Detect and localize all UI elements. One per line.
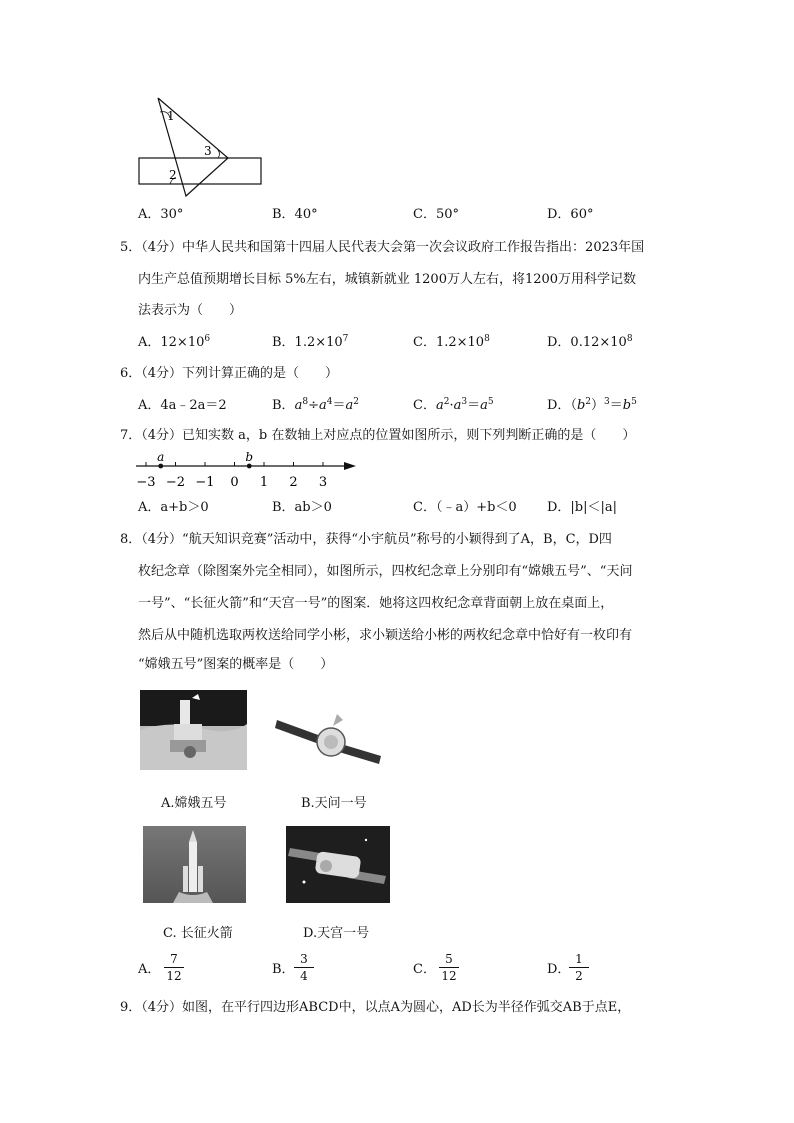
q4-angle-3: 3: [204, 144, 212, 158]
caption-tianwen-1: B.天问一号: [301, 796, 367, 811]
axis-tick-label: 1: [259, 475, 269, 490]
point-b: [247, 464, 252, 469]
q7-number-line: [134, 450, 364, 490]
q6-option-d[interactable]: D．$(b^2)^3=b^5$: [547, 397, 637, 413]
q7-option-d[interactable]: D．|b|＜|a|: [547, 500, 618, 515]
q4-angle-1: 1: [167, 109, 175, 123]
long-march-image: [143, 826, 246, 903]
q5-option-b[interactable]: B．$1.2\times 10^7$: [272, 334, 349, 350]
caption-long-march: C. 长征火箭: [163, 926, 233, 941]
q8-stem-line4: 然后从中随机选取两枚送给同学小彬，求小颖送给小彬的两枚纪念章中恰好有一枚印有: [138, 628, 633, 643]
q9-stem-line1: 9．（4分）如图，在平行四边形ABCD中，以点A为圆心，AD长为半径作弧交AB于点E，: [120, 1000, 631, 1015]
axis-tick-label: −3: [136, 475, 156, 490]
q5-option-c[interactable]: C．$1.2\times 10^8$: [413, 334, 490, 350]
q8-stem-line2: 枚纪念章（除图案外完全相同），如图所示，四枚纪念章上分别印有“嫦娥五号”、“天问: [138, 564, 633, 579]
q7-stem: 7．（4分）已知实数 a，b 在数轴上对应点的位置如图所示，则下列判断正确的是（ ）: [120, 428, 636, 443]
q5-stem-line2: 内生产总值预期增长目标 5%左右，城镇新就业 1200万人左右，将1200万用科学记数: [138, 272, 637, 287]
q7-option-a[interactable]: A．a+b＞0: [138, 500, 209, 515]
q4-rectangle: [139, 158, 261, 184]
chang-e-5-image: [140, 690, 247, 770]
q4-angle-2: 2: [169, 168, 177, 182]
q4-option-b[interactable]: B．40°: [272, 207, 318, 222]
q4-option-c[interactable]: C．50°: [413, 207, 459, 222]
q7-option-b[interactable]: B．ab＞0: [272, 500, 332, 515]
axis-tick-label: 0: [230, 475, 239, 490]
q5-option-a[interactable]: A．$12\times 10^6$: [138, 334, 211, 350]
q6-option-b[interactable]: B．$a^8\div a^4=a^2$: [272, 397, 359, 413]
q8-stem-line1: 8．（4分）“航天知识竞赛”活动中，获得“小宇航员”称号的小颖得到了A，B，C，D四: [120, 532, 612, 547]
axis-tick-label: 2: [289, 475, 298, 490]
q5-stem-line1: 5．（4分）中华人民共和国第十四届人民代表大会第一次会议政府工作报告指出：2023年国: [120, 240, 645, 255]
caption-chang-e-5: A.嫦娥五号: [161, 796, 227, 811]
axis-tick-label: −1: [195, 475, 215, 490]
tiangong-1-image: [286, 826, 390, 903]
point-a: [158, 464, 163, 469]
q8-stem-line5: “嫦娥五号”图案的概率是（ ）: [138, 657, 334, 672]
q5-option-d[interactable]: D．$0.12\times 10^8$: [547, 334, 633, 350]
caption-tiangong-1: D.天宫一号: [303, 926, 370, 941]
q6-stem: 6．（4分）下列计算正确的是（ ）: [120, 366, 339, 381]
q8-stem-line3: 一号”、“长征火箭”和“天宫一号”的图案．她将这四枚纪念章背面朝上放在桌面上，: [138, 596, 614, 611]
q7-option-c[interactable]: C．（﹣a）+b＜0: [413, 500, 517, 515]
tianwen-1-image: [275, 708, 383, 768]
q4-option-a[interactable]: A．30°: [138, 207, 184, 222]
q4-figure: [130, 92, 270, 200]
axis-tick-label: −2: [165, 475, 186, 490]
q5-stem-line3: 法表示为（ ）: [138, 303, 243, 318]
axis-tick-label: 3: [318, 475, 328, 490]
axis-arrow: [344, 462, 356, 470]
q6-option-a[interactable]: A．4a﹣2a＝2: [138, 398, 227, 413]
point-a-label: a: [157, 450, 165, 464]
q6-option-c[interactable]: C．$a^2\cdot a^3=a^5$: [413, 397, 494, 413]
q4-option-d[interactable]: D．60°: [547, 207, 594, 222]
point-b-label: b: [245, 450, 254, 464]
